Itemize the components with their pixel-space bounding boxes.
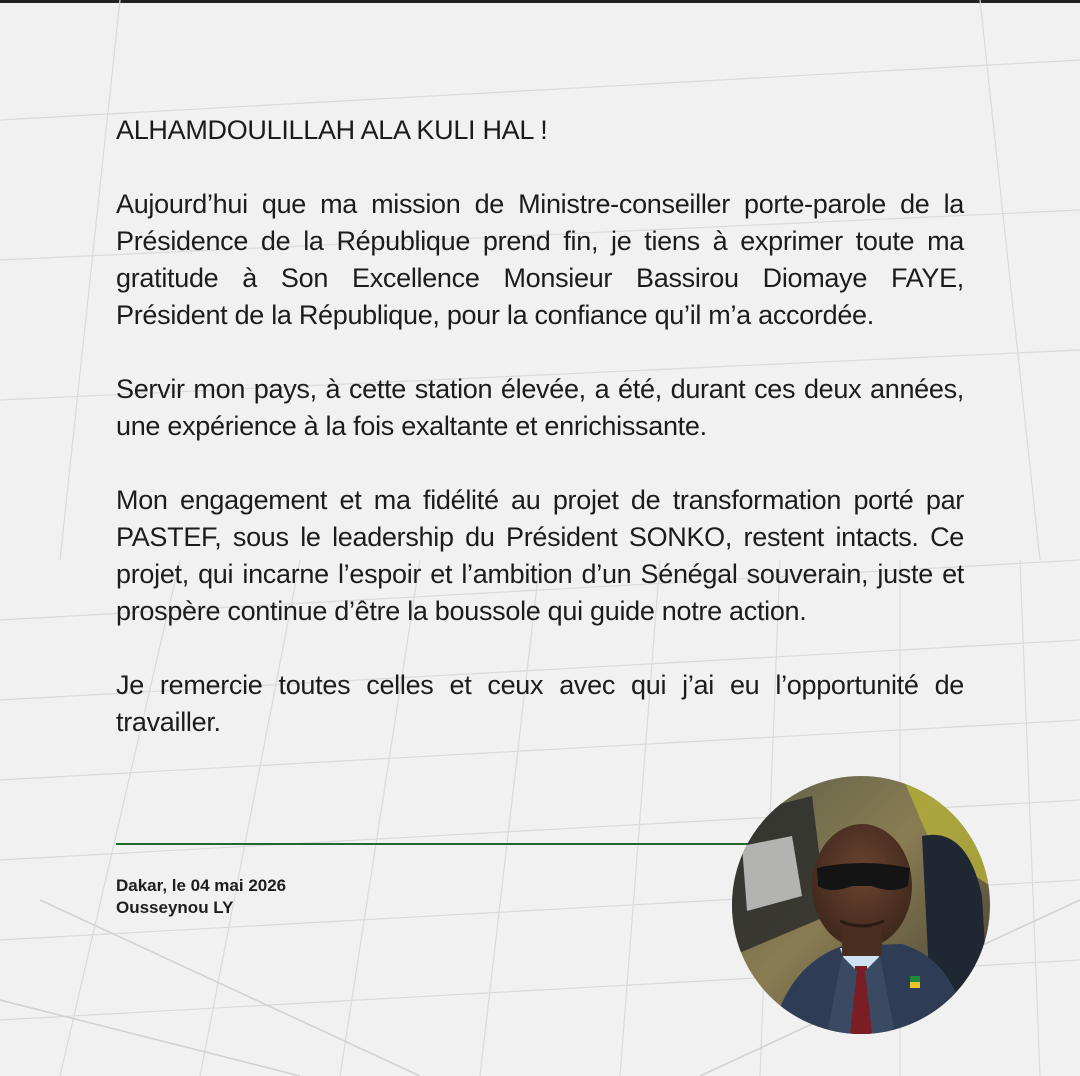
letter-paragraph-4: Je remercie toutes celles et ceux avec qui j’ai eu l’opportunité de travailler. xyxy=(116,670,964,737)
letter-body xyxy=(116,112,964,778)
signature-divider xyxy=(116,843,756,845)
letter-heading: ALHAMDOULILLAH ALA KULI HAL ! xyxy=(116,115,548,145)
signature-place-date: Dakar, le 04 mai 2026 xyxy=(116,876,287,895)
letter-paragraph-1: Aujourd’hui que ma mission de Ministre-conseiller porte-parole de la Présidence de la République prend fin, je tiens à exprimer toute ma gratitude à Son Excellence Monsieur Bassirou Diomaye FAYE, Président de la République, pour la confiance qu’il m’a accordée. xyxy=(116,189,964,330)
signature-name: Ousseynou LY xyxy=(116,898,234,917)
letter-paragraph-2: Servir mon pays, à cette station élevée, a été, durant ces deux années, une expérience à la fois exaltante et enrichissante. xyxy=(116,374,964,441)
letter-paragraph-3: Mon engagement et ma fidélité au projet de transformation porté par PASTEF, sous le leadership du Président SONKO, restent intacts. Ce projet, qui incarne l’espoir et l’ambition d’un Sénégal souverain, juste et prospère continue d’être la boussole qui guide notre action. xyxy=(116,485,964,626)
signature-block xyxy=(116,875,286,919)
portrait-photo xyxy=(732,776,990,1034)
